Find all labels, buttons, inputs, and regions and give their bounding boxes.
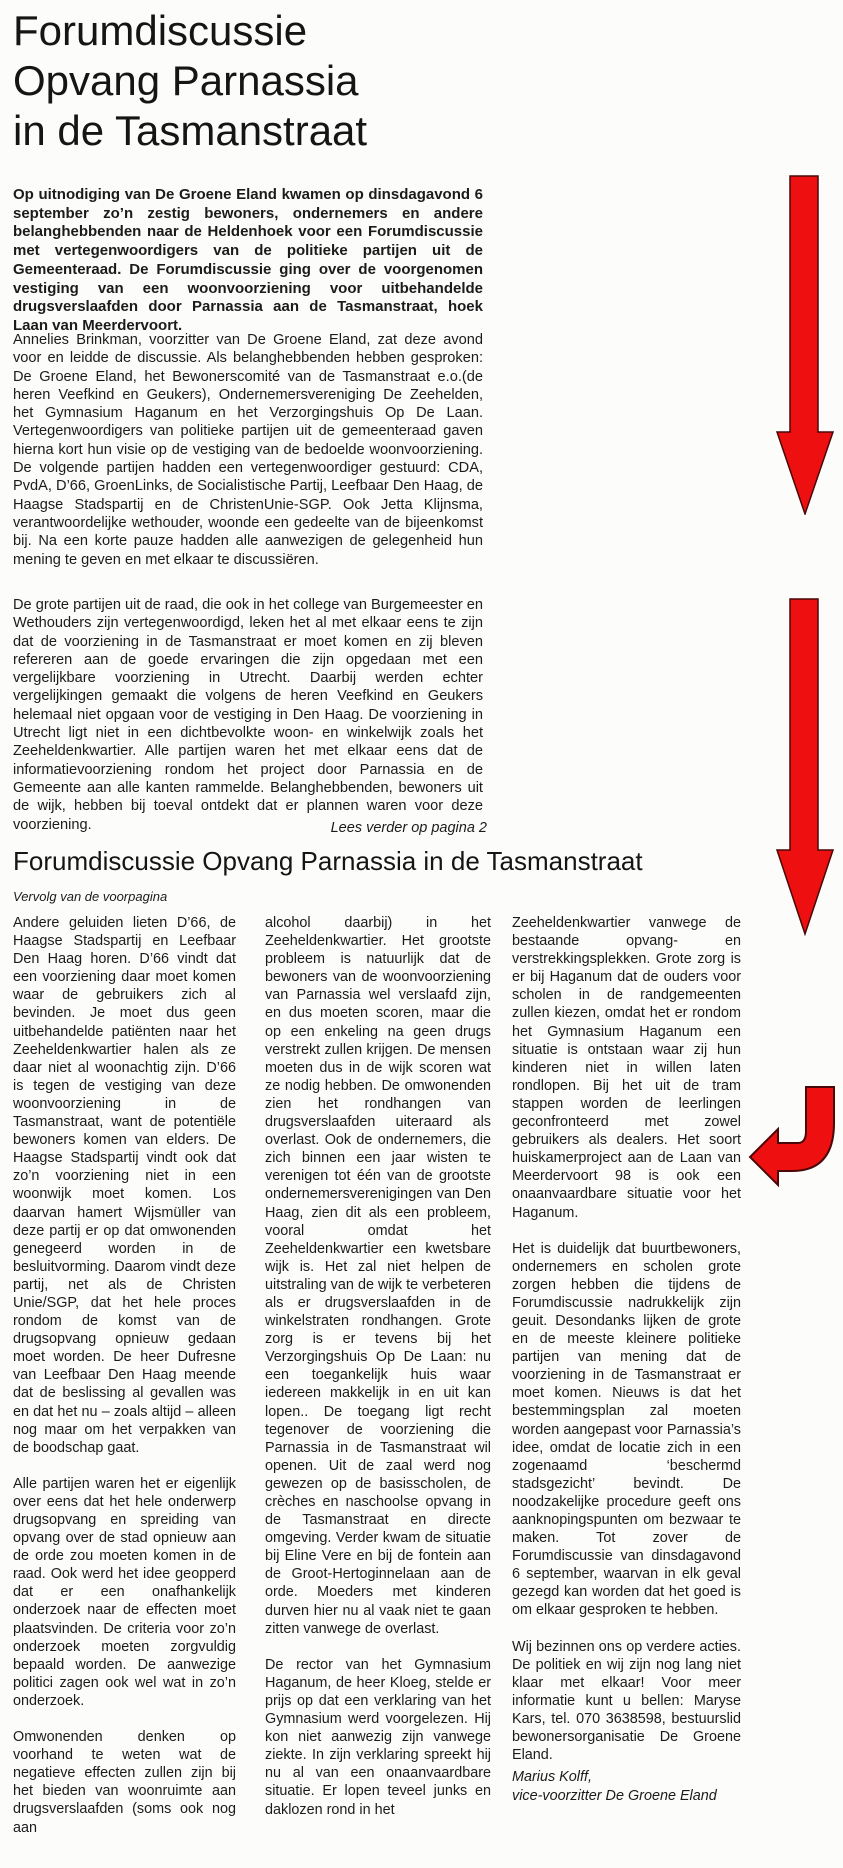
column1-paragraph-2: Alle partijen waren het er eigenlijk over eens dat het hele onderwerp drugsopvang en spreiding van opvang over de stad opnieuw aan de orde zou moeten komen in de raad. Ook werd het idee geopperd dat er een onafhankelijk onderzoek naar de effecten moet plaatsvinden. De criteria voor zo’n onderzoek moeten zorgvuldig bepaald worden. De aanwezige politici zagen ook wel wat in zo’n onderzoek. xyxy=(13,1475,236,1709)
column1-paragraph-1: Andere geluiden lieten D’66, de Haagse Stadspartij en Leefbaar Den Haag horen. D’66 vindt dat een voorziening daar moet komen waar de gebruikers zich al bevinden. Je moet dus geen uitbehandelde patiënten naar het Zeeheldenkwartier halen als ze daar niet al woonachtig zijn. D’66 is tegen de vestiging van deze woonvoorziening in de Tasmanstraat, want de potentiële bewoners komen van elders. De Haagse Stadspartij vindt ook dat zo’n voorziening niet in een woonwijk moet komen. Los daarvan hamert Wijsmüller van deze partij er op dat omwonenden genegeerd worden in de besluitvorming. Daarom vindt deze partij, net als de Christen Unie/SGP, dat het hele proces rondom de komst van de drugsopvang opnieuw gedaan moet worden. De heer Dufresne van Leefbaar Den Haag meende dat de beslissing al gevallen was en dat het nu – zoals altijd – alleen nog maar om het verpakken van de boodschap gaat. xyxy=(13,915,236,1456)
continuation-heading: Forumdiscussie Opvang Parnassia in de Tasmanstraat xyxy=(13,846,643,876)
column3-paragraph-1: Zeeheldenkwartier vanwege de bestaande opvang- en verstrekkingsplekken. Grote zorg is er bij Haganum dat de ouders voor scholen in de randgemeenten zullen kiezen, omdat het er rondom het Gymnasium Haganum een situatie is ontstaan waar zij hun kinderen niet in willen laten rondlopen. Bij het uit de tram stappen worden de leerlingen geconfronteerd met zowel gebruikers als dealers. Het soort huiskamerproject aan de Laan van Meerdervoort 98 is ook een onaanvaardbare situatie voor het Haganum. xyxy=(512,915,741,1221)
front-paragraph-2: De grote partijen uit de raad, die ook in het college van Burgemeester en Wethouders zijn vertegenwoordigd, leken het al met elkaar eens te zijn dat de voorziening in de Tasmanstraat er moet komen en zij bleven refereren aan de goede ervaringen die zijn opgedaan met een vergelijkbare voorziening in Utrecht. Daarbij werden echter vergelijkingen gemaakt die volgens de heren Veefkind en Geukers helemaal niet opgaan voor de vestiging in Den Haag. De voorziening in Utrecht ligt niet in een dichtbevolkte woon- en winkelwijk zoals het Zeeheldenkwartier. Alle partijen waren het met elkaar eens dat de informatievoorziening rondom het project door Parnassia en de Gemeente aan alle kanten rammelde. Belanghebbenden, bewoners uit de wijk, hebben bij toeval ontdekt dat er plannen waren voor deze voorziening. xyxy=(13,597,483,833)
continue-note: Lees verder op pagina 2 xyxy=(330,820,487,836)
text-column-2 xyxy=(265,914,491,1837)
signature-role: vice-voorzitter De Groene Eland xyxy=(512,1787,717,1804)
column1-paragraph-3: Omwonenden denken op voorhand te weten wat de negatieve effecten zullen zijn bij het bieden van woonruimte aan drugsverslaafden (soms ook nog aan xyxy=(13,1729,236,1836)
lead-paragraph: Op uitnodiging van De Groene Eland kwamen op dinsdagavond 6 september zo’n zestig bewoners, ondernemers en andere belanghebbenden naar de Heldenhoek voor een Forumdiscussie met vertegenwoordigers van de politieke partijen uit de Gemeenteraad. De Forumdiscussie ging over de voorgenomen vestiging van een woonvoorziening voor uitbehandelde drugsverslaafden door Parnassia aan de Tasmanstraat, hoek Laan van Meerdervoort. xyxy=(13,186,483,334)
red-down-arrow-icon-2 xyxy=(776,598,834,936)
column2-paragraph-2: De rector van het Gymnasium Haganum, de heer Kloeg, stelde er prijs op dat een verklaring van het Gymnasium werd voorgelezen. Hij kon niet aanwezig zijn vanwege ziekte. In zijn verklaring spreekt hij nu al van een onaanvaardbare situatie. Er lopen teveel junks en daklozen rond in het xyxy=(265,1656,491,1818)
red-down-arrow-icon-1 xyxy=(776,175,834,515)
continuation-subnote: Vervolg van de voorpagina xyxy=(13,889,168,904)
text-column-3 xyxy=(512,914,741,1805)
article-title xyxy=(13,6,367,156)
article-title-line-3: in de Tasmanstraat xyxy=(13,107,368,154)
text-column-1 xyxy=(13,914,236,1855)
column3-paragraph-3: Wij bezinnen ons op verdere acties. De politiek en wij zijn nog lang niet klaar met elkaar! Voor meer informatie kunt u bellen: Maryse Kars, tel. 070 3638598, bestuurslid bewonersorganisatie De Groene Eland. xyxy=(512,1638,741,1764)
red-bent-left-arrow-icon xyxy=(748,1085,840,1203)
article-title-line-1: Forumdiscussie xyxy=(13,7,308,54)
column3-paragraph-2: Het is duidelijk dat buurtbewoners, ondernemers en scholen grote zorgen hebben die tijdens de Forumdiscussie nadrukkelijk zijn geuit. Desondanks lijken de grote en de meeste kleinere politieke partijen van mening dat de voorziening in de Tasmanstraat er moet komen. Nieuws is dat het bestemmingsplan zal moeten worden aangepast voor Parnassia’s idee, omdat de locatie zich in een zogenaamd ‘beschermd stadsgezicht’ bevindt. De noodzakelijke procedure geeft ons aanknopingspunten om bezwaar te maken. Tot zover de Forumdiscussie van dinsdagavond 6 september, waarvan in elk geval gezegd kan worden dat het goed is om elkaar gesproken te hebben. xyxy=(512,1240,741,1619)
article-title-line-2: Opvang Parnassia xyxy=(13,57,359,104)
column2-paragraph-1: alcohol daarbij) in het Zeeheldenkwartier. Het grootste probleem is natuurlijk dat de bewoners van de woonvoorziening van Parnassia wel verslaafd zijn, en dus moeten scoren, maar die op een enkeling na geen drugs verstrekt zullen krijgen. De mensen moeten dus in de wijk scoren wat ze nodig hebben. De omwonenden zien het rondhangen van drugsverslaafden uiteraard als overlast. Ook de ondernemers, die zich binnen een jaar wisten te verenigen tot één van de grootste ondernemersverenigingen van Den Haag, zien dit als een probleem, vooral omdat het Zeeheldenkwartier een kwetsbare wijk is. Het zal niet helpen de uitstraling van de wijk te verbeteren als er drugsverslaafden in de winkelstraten rondhangen. Grote zorg is er tevens bij het Verzorgingshuis Op De Laan: nu een toegankelijk huis waar iedereen makkelijk in en uit kan lopen.. De toegang ligt recht tegenover de voorziening die Parnassia in de Tasmanstraat wil openen. Uit de zaal werd nog gewezen op de basisscholen, de crèches en naschoolse opvang in de Tasmanstraat en directe omgeving. Verder kwam de situatie bij Eline Vere en bij de fontein aan de Groot-Hertoginnelaan aan de orde. Moeders met kinderen durven hier nu al vaak niet te gaan zitten vanwege de overlast. xyxy=(265,915,491,1637)
front-paragraph-1: Annelies Brinkman, voorzitter van De Groene Eland, zat deze avond voor en leidde de discussie. Als belanghebbenden hebben gesproken: De Groene Eland, het Bewonerscomité van de Tasmanstraat e.o.(de heren Veefkind en Geukers), Ondernemersvereniging De Zeehelden, het Gymnasium Haganum en het Verzorgingshuis Op De Laan. Vertegenwoordigers van politieke partijen uit de gemeenteraad gaven hierna kort hun visie op de vestiging van de bedoelde woonvoorziening. De volgende partijen hadden een vertegenwoordiger gestuurd: CDA, PvdA, D’66, GroenLinks, de Socialistische Partij, Leefbaar Den Haag, de Haagse Stadspartij en de ChristenUnie-SGP. Ook Jetta Klijnsma, verantwoordelijke wethouder, woonde een gedeelte van de bijeenkomst bij. Na een korte pauze hadden alle aanwezigen de gelegenheid hun mening te geven en met elkaar te discussiëren. xyxy=(13,332,483,568)
signature-name: Marius Kolff, xyxy=(512,1769,592,1786)
signature xyxy=(512,1768,741,1805)
